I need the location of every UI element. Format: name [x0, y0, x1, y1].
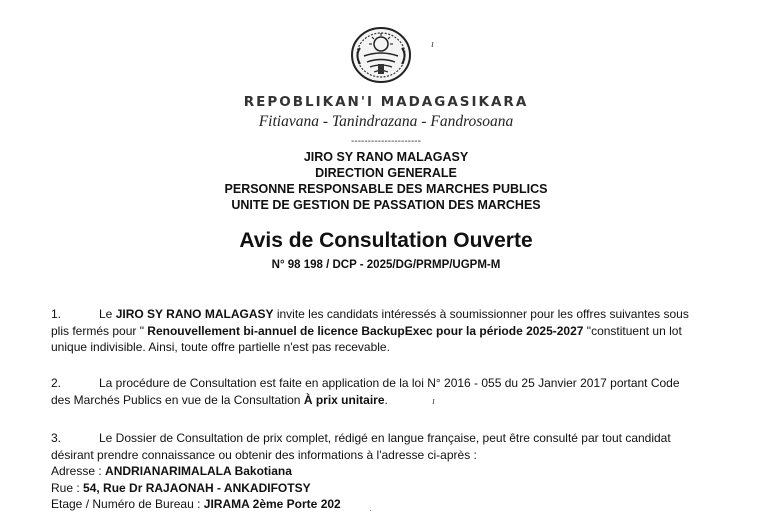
etage-value: JIRAMA 2ème Porte 202	[203, 497, 341, 511]
paragraph-number: 1.	[51, 307, 62, 321]
etage-label: Etage / Numéro de Bureau :	[51, 497, 204, 511]
org-company: JIRO SY RANO MALAGASY	[303, 150, 469, 164]
p2-text-1: La procédure de Consultation est faite en application de la loi N° 2016 - 055 du 25 Janvier 2017 portant Code	[99, 376, 680, 390]
stray-mark: ı	[432, 395, 436, 407]
p1-text-4: "constituent un lot	[583, 323, 682, 338]
p3-text-2: désirant prendre connaissance ou obtenir des informations à l'adresse ci-après :	[51, 447, 477, 462]
org-ugpm: UNITE DE GESTION DE PASSATION DES MARCHES	[231, 198, 541, 212]
org-prmp: PERSONNE RESPONSABLE DES MARCHES PUBLICS	[224, 182, 548, 196]
p2-text-2: des Marchés Publics en vue de la Consultation	[51, 392, 304, 407]
p1-subject: Renouvellement bi-annuel de licence BackupExec pour la période 2025-2027	[147, 323, 584, 338]
adresse-value: ANDRIANARIMALALA Bakotiana	[105, 464, 292, 478]
street-line	[51, 480, 721, 497]
paragraph-3	[51, 430, 721, 513]
adresse-label: Adresse :	[51, 464, 106, 478]
paragraph-2	[51, 375, 721, 408]
office-line	[51, 496, 721, 513]
separator-line: ---------------------	[351, 136, 421, 147]
scan-speck: ·	[369, 505, 372, 515]
document-title: Avis de Consultation Ouverte	[239, 229, 533, 252]
p1-text-3: plis fermés pour "	[51, 323, 148, 338]
p2-method: À prix unitaire	[303, 392, 385, 407]
rue-label: Rue :	[51, 480, 84, 495]
p3-text-1: Le Dossier de Consultation de prix complet, rédigé en langue française, peut être consulté par tout candidat	[99, 431, 671, 445]
p1-company-name: JIRO SY RANO MALAGASY	[115, 307, 274, 321]
p1-text-2: invite les candidats intéressés à soumissionner pour les offres suivantes sous	[273, 307, 689, 321]
address-line	[51, 463, 721, 480]
reference-number: N° 98 198 / DCP - 2025/DG/PRMP/UGPM-M	[271, 259, 501, 271]
republic-name: REPOBLIKAN'I MADAGASIKARA	[243, 94, 529, 110]
national-motto: Fitiavana - Tanindrazana - Fandrosoana	[258, 113, 514, 130]
rue-value: 54, Rue Dr RAJAONAH - ANKADIFOTSY	[83, 480, 311, 495]
paragraph-1	[51, 306, 721, 356]
stray-mark: ı	[431, 38, 435, 50]
p1-text-1: Le	[99, 307, 116, 321]
national-seal-emblem	[350, 26, 412, 84]
org-direction: DIRECTION GENERALE	[315, 166, 457, 180]
paragraph-number: 2.	[51, 376, 62, 390]
p1-text-5: unique indivisible. Ainsi, toute offre partielle n'est pas recevable.	[51, 340, 390, 354]
paragraph-number: 3.	[51, 431, 62, 445]
p2-text-3: .	[384, 392, 388, 407]
